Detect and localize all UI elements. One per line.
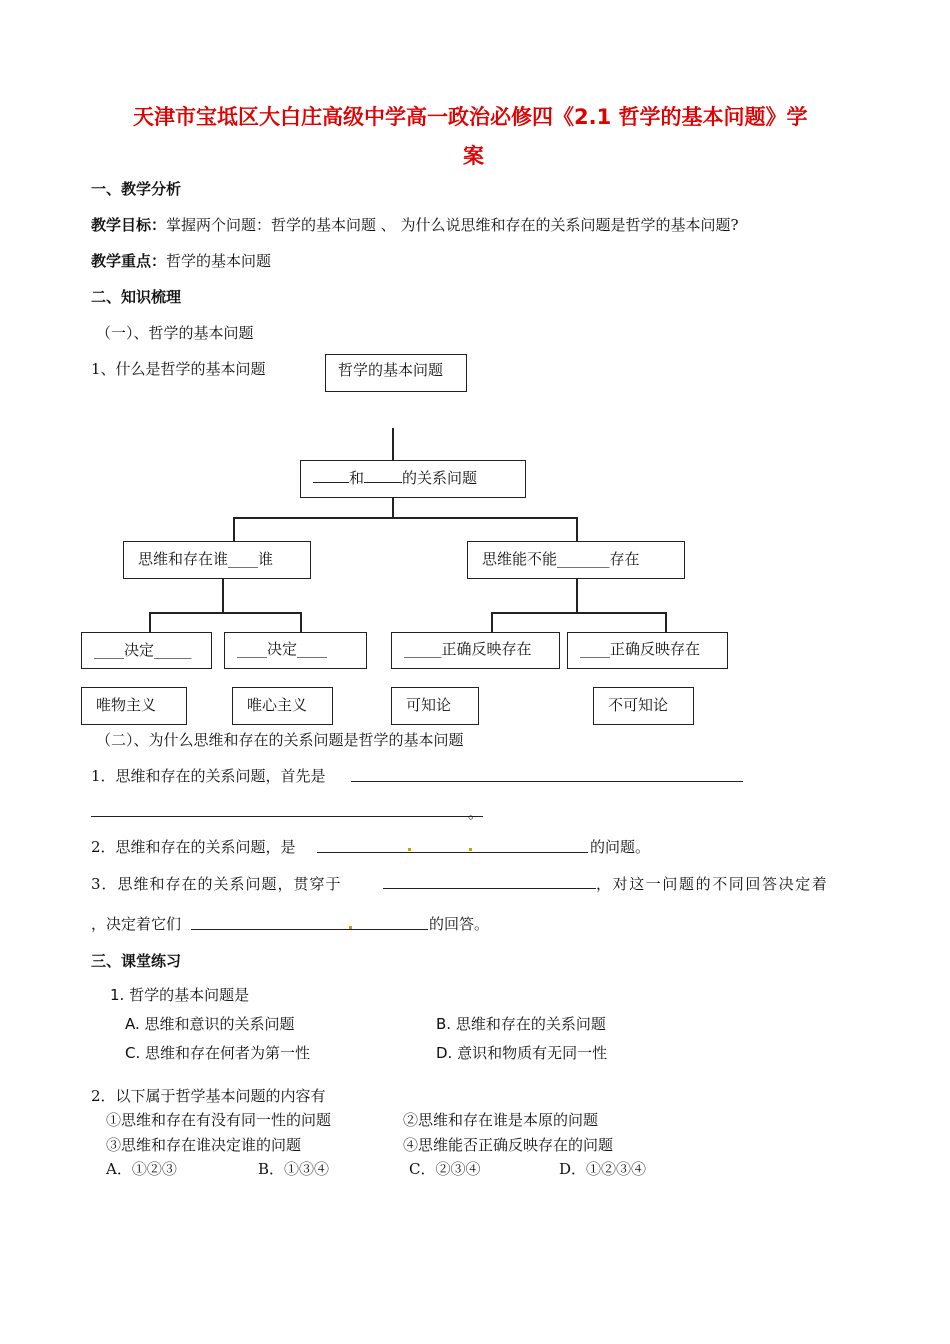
left-mid-label: 思维和存在谁____谁 bbox=[138, 550, 274, 568]
item-3b-end: 的回答。 bbox=[429, 915, 490, 933]
connector-left bbox=[233, 517, 235, 541]
exercise-1-stem: 1. 哲学的基本问题是 bbox=[110, 986, 250, 1004]
title-line-2: 案 bbox=[463, 144, 484, 168]
blank-3a[interactable] bbox=[383, 873, 596, 889]
subsection-1: （一）、哲学的基本问题 bbox=[96, 324, 254, 342]
right-mid-label: 思维能不能_______存在 bbox=[482, 550, 640, 568]
section3-heading: 三、课堂练习 bbox=[91, 952, 182, 970]
exercise-2-item-3: ③思维和存在谁决定谁的问题 bbox=[106, 1136, 302, 1154]
subsection-2: （二）、为什么思维和存在的关系问题是哲学的基本问题 bbox=[96, 731, 464, 749]
diagram-relation-box bbox=[300, 460, 526, 498]
connector-right-down bbox=[576, 579, 578, 613]
fill-item-1: 1．思维和存在的关系问题，首先是 bbox=[91, 767, 326, 785]
title-line-1: 天津市宝坻区大白庄高级中学高一政治必修四《2.1 哲学的基本问题》学 bbox=[133, 105, 808, 129]
leaf-agnosticism: 不可知论 bbox=[593, 687, 694, 725]
diagram-rr-box: ____正确反映存在 bbox=[567, 632, 728, 669]
leaf-knowability: 可知论 bbox=[391, 687, 479, 725]
question-1-what-is: 1、什么是哲学的基本问题 bbox=[91, 360, 266, 378]
exercise-2-option-a[interactable]: A．①②③ bbox=[106, 1160, 177, 1178]
goal-text: 掌握两个问题：哲学的基本问题 、 为什么说思维和存在的关系问题是哲学的基本问题? bbox=[166, 216, 739, 234]
blank-2[interactable] bbox=[317, 837, 588, 853]
fill-item-3: 3．思维和存在的关系问题，贯穿于 bbox=[91, 875, 342, 893]
diagram-right-mid-box bbox=[467, 541, 685, 579]
item-1-end: 。 bbox=[468, 804, 484, 822]
mark-dot bbox=[408, 848, 411, 851]
key-label: 教学重点： bbox=[91, 252, 167, 270]
relation-and: 和 bbox=[349, 469, 365, 487]
leaf-materialism: 唯物主义 bbox=[81, 687, 187, 725]
section1-heading: 一、教学分析 bbox=[91, 180, 182, 198]
connector-top bbox=[392, 428, 394, 460]
connector-h1 bbox=[233, 517, 577, 519]
fill-item-3b: ，决定着它们 bbox=[91, 915, 182, 933]
fill-item-2: 2．思维和存在的关系问题，是 bbox=[91, 838, 296, 856]
item-2-end: 的问题。 bbox=[590, 838, 651, 856]
exercise-1-option-b[interactable]: B. 思维和存在的关系问题 bbox=[436, 1015, 606, 1033]
teaching-goal bbox=[91, 214, 739, 235]
connector-rl bbox=[491, 612, 493, 632]
mark-dot bbox=[469, 848, 472, 851]
connector-right bbox=[576, 517, 578, 541]
exercise-2-option-d[interactable]: D．①②③④ bbox=[559, 1160, 647, 1178]
diagram-top-label: 哲学的基本问题 bbox=[338, 361, 444, 379]
exercise-2-stem: 2．以下属于哲学基本问题的内容有 bbox=[91, 1087, 326, 1105]
connector-h3 bbox=[491, 612, 666, 614]
section2-heading: 二、知识梳理 bbox=[91, 288, 182, 306]
leaf-idealism: 唯心主义 bbox=[232, 687, 333, 725]
exercise-1-option-c[interactable]: C. 思维和存在何者为第一性 bbox=[125, 1044, 311, 1062]
diagram-rl-box: _____正确反映存在 bbox=[391, 632, 560, 669]
exercise-2-option-b[interactable]: B．①③④ bbox=[258, 1160, 330, 1178]
connector-lr bbox=[300, 612, 302, 632]
teaching-key-point bbox=[91, 250, 271, 271]
relation-tail: 的关系问题 bbox=[402, 469, 478, 487]
blank-1a[interactable] bbox=[351, 766, 743, 782]
exercise-2-item-2: ②思维和存在谁是本原的问题 bbox=[403, 1111, 599, 1129]
diagram-left-mid-box bbox=[123, 541, 311, 579]
diagram-lr-box: ____决定____ bbox=[224, 632, 367, 669]
diagram-top-box bbox=[325, 354, 467, 392]
connector-ll bbox=[149, 612, 151, 632]
key-text: 哲学的基本问题 bbox=[166, 252, 272, 270]
item-3-post: ，对这一问题的不同回答决定着 bbox=[596, 875, 829, 893]
connector-relation bbox=[392, 498, 394, 518]
exercise-1-option-a[interactable]: A. 思维和意识的关系问题 bbox=[125, 1015, 295, 1033]
mark-dot bbox=[349, 926, 352, 929]
exercise-2-item-1: ①思维和存在有没有同一性的问题 bbox=[106, 1111, 332, 1129]
exercise-2-option-c[interactable]: C．②③④ bbox=[409, 1160, 481, 1178]
connector-h2 bbox=[149, 612, 301, 614]
blank-3b[interactable] bbox=[191, 914, 428, 930]
diagram-ll-box: ____决定_____ bbox=[81, 632, 212, 669]
exercise-1-option-d[interactable]: D. 意识和物质有无同一性 bbox=[436, 1044, 608, 1062]
goal-label: 教学目标： bbox=[91, 216, 167, 234]
connector-left-down bbox=[222, 579, 224, 613]
exercise-2-item-4: ④思维能否正确反映存在的问题 bbox=[403, 1136, 614, 1154]
blank-1b[interactable] bbox=[91, 801, 483, 817]
connector-rr bbox=[665, 612, 667, 632]
